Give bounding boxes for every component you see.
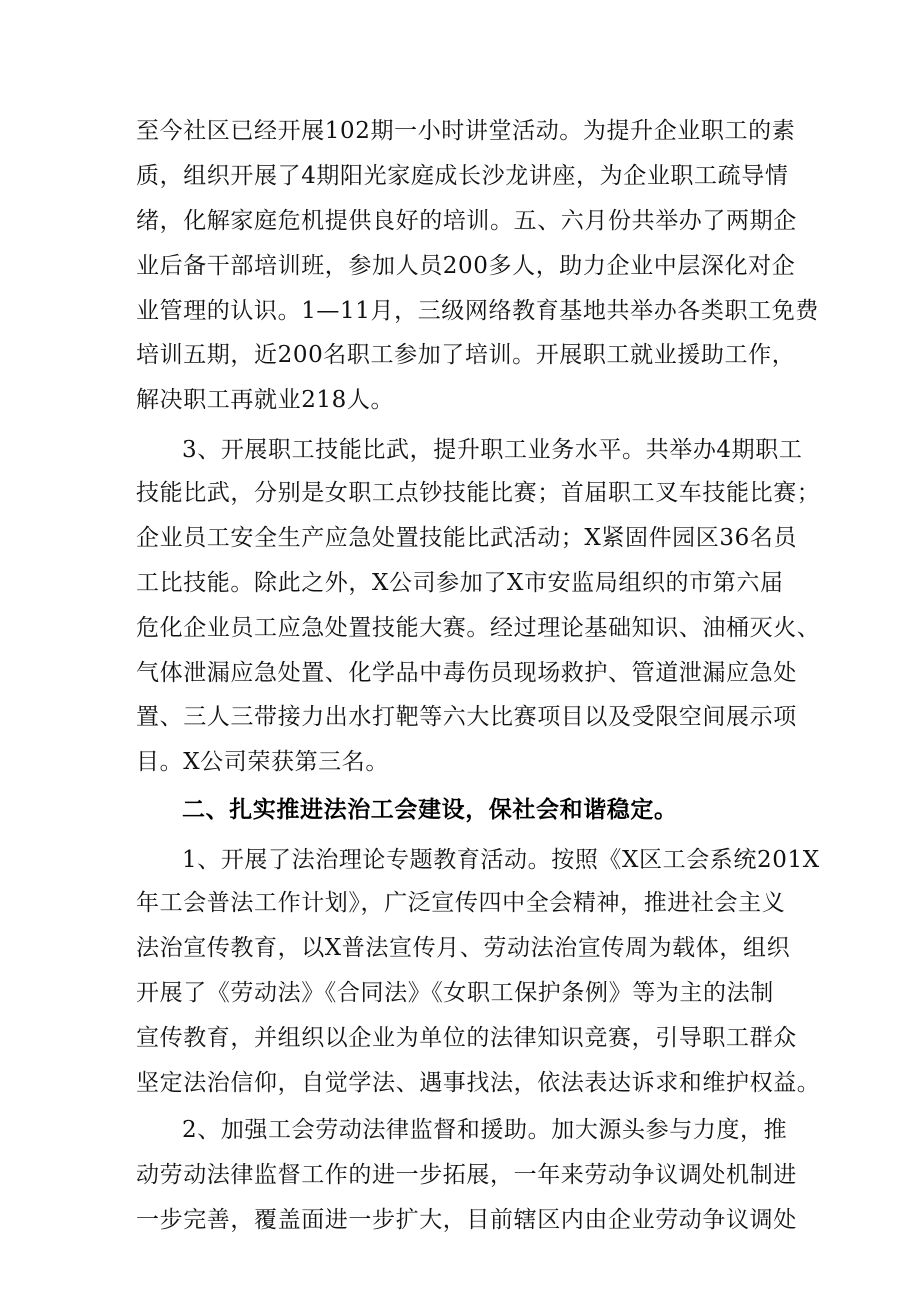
text-line: 目。X公司荣获第三名。 (136, 749, 389, 775)
text-line: 培训五期，近200名职工参加了培训。开展职工就业援助工作， (136, 342, 796, 368)
text-line: 2、加强工会劳动法律监督和援助。加大源头参与力度，推 (182, 1117, 788, 1143)
text-line: 质，组织开展了4期阳光家庭成长沙龙讲座，为企业职工疏导情 (136, 163, 789, 189)
text-line: 企业员工安全生产应急处置技能比武活动；X紧固件园区36名员 (136, 525, 798, 551)
text-line: 开展了《劳动法》《合同法》《女职工保护条例》等为主的法制 (136, 980, 774, 1006)
text-line: 一步完善，覆盖面进一步扩大，目前辖区内由企业劳动争议调处 (136, 1207, 797, 1233)
text-line: 置、三人三带接力出水打靶等六大比赛项目以及受限空间展示项 (136, 704, 797, 730)
text-line: 坚定法治信仰，自觉学法、遇事找法，依法表达诉求和维护权益。 (136, 1070, 821, 1096)
section-heading: 二、扎实推进法治工会建设，保社会和谐稳定。 (182, 797, 678, 823)
text-line: 1、开展了法治理论专题教育活动。按照《X区工会系统201X (182, 847, 820, 873)
text-line: 至今社区已经开展102期一小时讲堂活动。为提升企业职工的素 (136, 118, 796, 144)
text-line: 气体泄漏应急处置、化学品中毒伤员现场救护、管道泄漏应急处 (136, 660, 797, 686)
text-line: 解决职工再就业218人。 (136, 387, 395, 413)
text-line: 动劳动法律监督工作的进一步拓展，一年来劳动争议调处机制进 (136, 1162, 797, 1188)
text-line: 绪，化解家庭危机提供良好的培训。五、六月份共举办了两期企 (136, 208, 797, 234)
text-line: 业管理的认识。1—11月，三级网络教育基地共举办各类职工免费 (136, 298, 819, 324)
text-line: 危化企业员工应急处置技能大赛。经过理论基础知识、油桶灭火、 (136, 615, 821, 641)
text-line: 宣传教育，并组织以企业为单位的法律知识竞赛，引导职工群众 (136, 1025, 797, 1051)
text-line: 法治宣传教育，以X普法宣传月、劳动法治宣传周为载体，组织 (136, 935, 791, 961)
text-line: 年工会普法工作计划》，广泛宣传四中全会精神，推进社会主义 (136, 890, 786, 916)
text-line: 3、开展职工技能比武，提升职工业务水平。共举办4期职工 (182, 437, 803, 463)
text-line: 工比技能。除此之外，X公司参加了X市安监局组织的市第六届 (136, 570, 784, 596)
text-line: 业后备干部培训班，参加人员200多人，助力企业中层深化对企 (136, 253, 796, 279)
text-line: 技能比武，分别是女职工点钞技能比赛；首届职工叉车技能比赛； (136, 480, 821, 506)
